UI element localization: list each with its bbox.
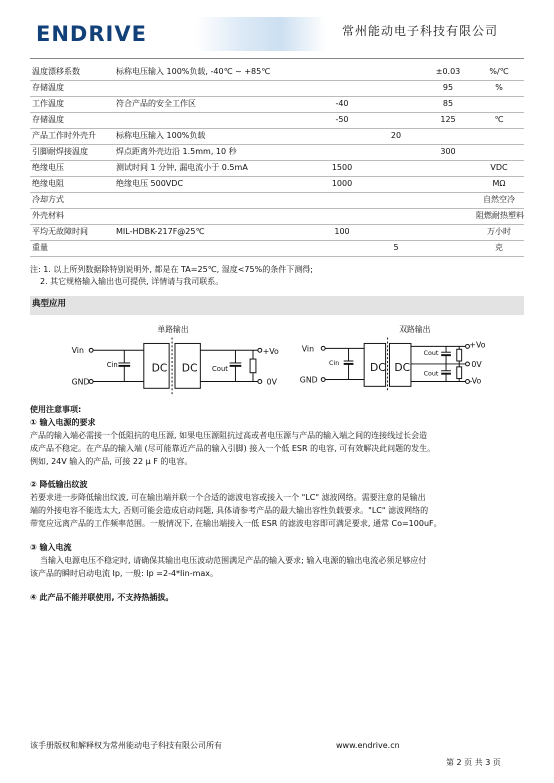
usage-section-3-line-1: 当输入电源电压不稳定时, 请确保其输出电压波动范围满足产品的输入要求; 输入电源的输出电流必须足够应付 (40, 556, 427, 565)
spec-cell-unit: 万小时 (474, 224, 524, 240)
spec-row (30, 240, 524, 256)
spec-cell-min: 100 (314, 224, 370, 240)
spec-cell-min: -40 (314, 96, 370, 112)
spec-row (30, 112, 524, 128)
usage-section-3-line-2: 该产品的瞬时启动电流 Ip, 一般: Ip =2-4*Iin-max。 (30, 569, 219, 578)
spec-cell-unit: MΩ (474, 176, 524, 192)
usage-section-2-title: ② 降低输出纹波 (30, 480, 88, 489)
usage-section-2-line-3: 带宽应远离产品的工作频率范围。一般情况下, 在输出端接入一低 ESR 的滤波电容即可满足要求, 通常 Co=100uF。 (30, 519, 442, 528)
dual-cin-label: Cin (329, 359, 340, 367)
spec-cell-cond (114, 80, 314, 96)
header-divider (30, 58, 524, 59)
spec-cell-cond (114, 208, 314, 224)
spec-cell-cond (114, 192, 314, 208)
spec-cell-unit: %/℃ (474, 64, 524, 80)
spec-cell-unit (474, 96, 524, 112)
spec-cell-unit: VDC (474, 160, 524, 176)
spec-cell-typ (370, 176, 422, 192)
spec-cell-name: 存储温度 (30, 112, 114, 128)
spec-cell-max (422, 192, 474, 208)
spec-cell-cond (114, 112, 314, 128)
usage-title: 使用注意事项: (30, 405, 82, 414)
spec-cell-max (422, 208, 474, 224)
spec-cell-max (422, 224, 474, 240)
spec-cell-unit (474, 128, 524, 144)
single-output-title: 单路输出 (157, 324, 189, 334)
spec-cell-cond: 焊点距离外壳边沿 1.5mm, 10 秒 (114, 144, 314, 160)
spec-row (30, 208, 524, 224)
spec-cell-min (314, 128, 370, 144)
spec-cell-unit (474, 144, 524, 160)
dual-dc-label-2: DC (394, 360, 411, 374)
single-0v-label: 0V (266, 377, 277, 387)
dual-cout-label-2: Cout (423, 370, 439, 378)
spec-cell-cond (114, 240, 314, 256)
spec-cell-cond: MIL-HDBK-217F@25℃ (114, 224, 314, 240)
spec-cell-name: 外壳材料 (30, 208, 114, 224)
dual-minus-vo-label: -Vo (469, 376, 482, 386)
circuit-diagram (62, 322, 522, 400)
spec-cell-min (314, 240, 370, 256)
spec-cell-typ (370, 64, 422, 80)
spec-cell-unit: 克 (474, 240, 524, 256)
single-cout-label: Cout (212, 364, 228, 373)
usage-section-1-title: ① 输入电源的要求 (30, 418, 96, 427)
spec-cell-unit: % (474, 80, 524, 96)
spec-cell-max: 85 (422, 96, 474, 112)
usage-section-4-title: ④ 此产品不能并联使用, 不支持热插拔。 (30, 593, 174, 602)
dual-cout-label-1: Cout (423, 350, 439, 358)
usage-section-2-line-1: 若要求进一步降低输出纹波, 可在输出端并联一个合适的滤波电容或接入一个 "LC" 滤波网络。需要注意的是输出 (30, 493, 426, 502)
spec-cell-max (422, 128, 474, 144)
usage-section-3-title: ③ 输入电流 (30, 543, 72, 552)
spec-cell-max: 300 (422, 144, 474, 160)
spec-cell-cond: 测试时间 1 分钟, 漏电流小于 0.5mA (114, 160, 314, 176)
spec-row (30, 64, 524, 80)
header-map-graphic (196, 17, 326, 51)
single-dc-label-1: DC (151, 361, 168, 375)
spec-cell-typ: 5 (370, 240, 422, 256)
usage-section-1-line-1: 产品的输入端必需接一个低阻抗的电压源, 如果电压源阻抗过高或者电压源与产品的输入端之间的连接线过长会造 (30, 431, 428, 440)
single-dc-label-2: DC (181, 361, 198, 375)
spec-row (30, 192, 524, 208)
spec-cell-name: 产品工作时外壳升 (30, 128, 114, 144)
spec-cell-typ (370, 112, 422, 128)
spec-cell-typ (370, 96, 422, 112)
spec-cell-name: 绝缘电阻 (30, 176, 114, 192)
spec-cell-min (314, 208, 370, 224)
spec-cell-cond: 标称电压输入 100%负载, -40℃ ~ +85℃ (114, 64, 314, 80)
spec-cell-name: 平均无故障时间 (30, 224, 114, 240)
spec-row (30, 96, 524, 112)
spec-cell-min: -50 (314, 112, 370, 128)
dual-output-title: 双路输出 (399, 324, 431, 334)
footer-page-number: 第 2 页 共 3 页 (446, 758, 501, 767)
dual-plus-vo-label: +Vo (469, 340, 486, 350)
spec-row (30, 176, 524, 192)
spec-cell-typ (370, 208, 422, 224)
spec-cell-unit: 阻燃耐热塑料 (474, 208, 524, 224)
spec-cell-name: 绝缘电压 (30, 160, 114, 176)
dual-0v-label: 0V (471, 359, 482, 369)
company-logo: ENDRIVE (36, 22, 147, 46)
table-notes (30, 264, 313, 288)
spec-cell-max: ±0.03 (422, 64, 474, 80)
spec-cell-min (314, 80, 370, 96)
spec-row (30, 128, 524, 144)
spec-cell-typ (370, 224, 422, 240)
spec-row (30, 144, 524, 160)
spec-cell-name: 存储温度 (30, 80, 114, 96)
spec-cell-min (314, 192, 370, 208)
single-gnd-label: GND (71, 377, 90, 387)
spec-cell-name: 冷却方式 (30, 192, 114, 208)
spec-cell-typ (370, 192, 422, 208)
spec-cell-cond: 符合产品的安全工作区 (114, 96, 314, 112)
spec-cell-typ: 20 (370, 128, 422, 144)
spec-table (30, 64, 524, 257)
spec-row (30, 80, 524, 96)
dual-gnd-label: GND (299, 375, 318, 385)
spec-cell-max (422, 240, 474, 256)
usage-section-1-line-3: 例如, 24V 输入的产品, 可接 22 μ F 的电容。 (30, 457, 193, 466)
single-plus-vo-label: +Vo (262, 347, 279, 357)
footer-website[interactable]: www.endrive.cn (336, 741, 400, 750)
single-cin-label: Cin (106, 360, 118, 369)
spec-cell-max: 125 (422, 112, 474, 128)
section-typical-application: 典型应用 (30, 296, 524, 315)
spec-cell-max (422, 176, 474, 192)
spec-cell-typ (370, 144, 422, 160)
spec-cell-unit: 自然空冷 (474, 192, 524, 208)
spec-row (30, 160, 524, 176)
spec-cell-name: 温度漂移系数 (30, 64, 114, 80)
spec-row (30, 224, 524, 240)
spec-cell-unit: ℃ (474, 112, 524, 128)
usage-section-1-line-2: 成产品不稳定。在产品的输入端 (尽可能靠近产品的输入引脚) 接入一个低 ESR 的电容, 可有效解决此问题的发生。 (30, 444, 436, 453)
spec-cell-max: 95 (422, 80, 474, 96)
company-name: 常州能动电子科技有限公司 (342, 24, 499, 38)
dual-vin-label: Vin (301, 344, 315, 354)
dual-dc-label-1: DC (369, 360, 386, 374)
note-2: 2. 其它规格输入输出也可提供, 详情请与我司联系。 (40, 277, 224, 286)
spec-cell-min (314, 144, 370, 160)
spec-cell-max (422, 160, 474, 176)
spec-cell-typ (370, 80, 422, 96)
spec-cell-cond: 绝缘电压 500VDC (114, 176, 314, 192)
spec-cell-typ (370, 160, 422, 176)
spec-cell-min: 1000 (314, 176, 370, 192)
note-1: 注: 1. 以上所列数据除特别说明外, 都是在 TA=25℃, 湿度<75%的条件下测得; (30, 265, 313, 274)
single-vin-label: Vin (71, 346, 84, 356)
footer-rights: 该手册版权和解释权为常州能动电子科技有限公司所有 (30, 741, 222, 750)
usage-section-2-line-2: 端的外接电容不能选太大, 否则可能会造成启动问题, 具体请参考产品的最大输出容性负载要求。"LC" 滤波网络的 (30, 506, 429, 515)
spec-cell-name: 引脚耐焊接温度 (30, 144, 114, 160)
spec-cell-min (314, 64, 370, 80)
spec-cell-min: 1500 (314, 160, 370, 176)
spec-cell-name: 重量 (30, 240, 114, 256)
spec-cell-cond: 标称电压输入 100%负载 (114, 128, 314, 144)
spec-cell-name: 工作温度 (30, 96, 114, 112)
